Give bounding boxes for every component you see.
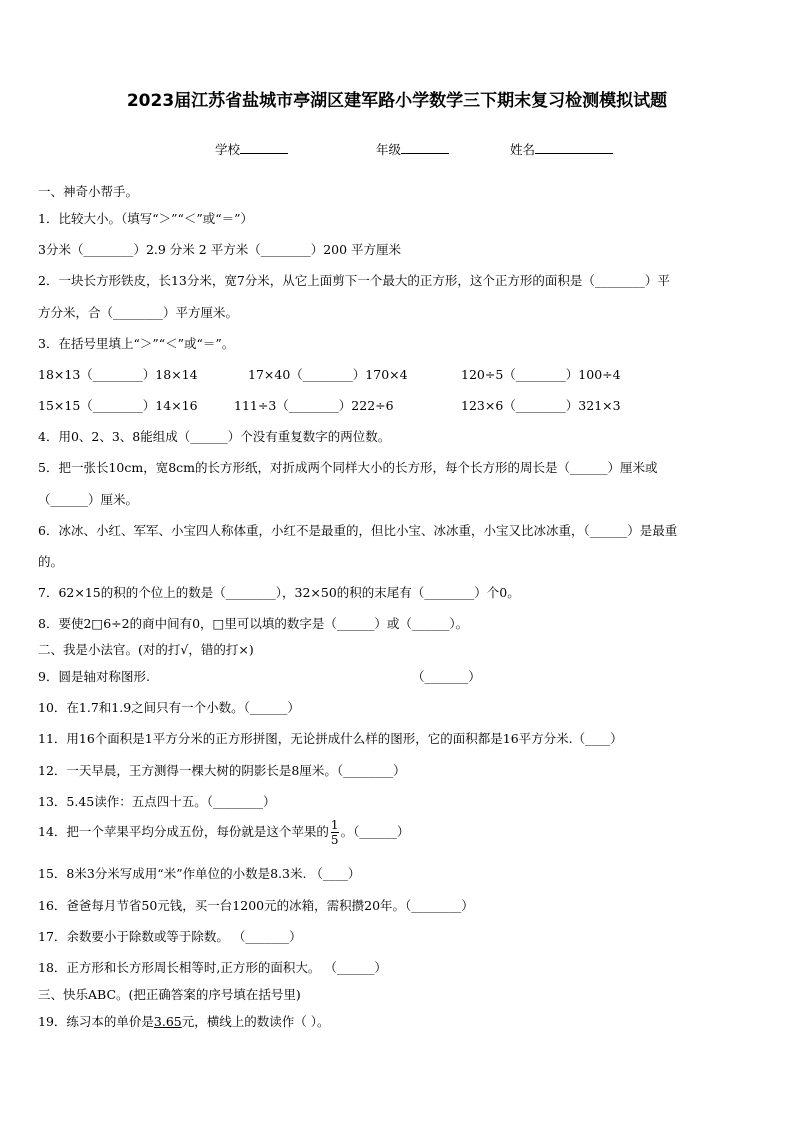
grade-field <box>376 140 449 158</box>
question-7: 7．62×15的积的个位上的数是（________），32×50的积的末尾有（________）个0。 <box>38 585 520 600</box>
question-14-text: 14．把一个苹果平均分成五份，每份就是这个苹果的 <box>38 824 329 839</box>
school-underline[interactable] <box>240 141 288 154</box>
question-3-item: 18×13（________）18×14 <box>38 367 198 382</box>
fraction-denominator: 5 <box>330 833 339 847</box>
question-5-line2: （______）厘米。 <box>38 492 139 507</box>
question-14-blank: 。（______） <box>340 824 410 839</box>
question-11: 11．用16个面积是1平方分米的正方形拼图，无论拼成什么样的图形，它的面积都是16平方分米.（____） <box>38 731 623 746</box>
section-1-heading: 一、神奇小帮手。 <box>38 184 139 199</box>
question-3-item: 17×40（________）170×4 <box>248 367 408 382</box>
question-6-line1: 6．冰冰、小红、军军、小宝四人称体重，小红不是最重的，但比小宝、冰冰重，小宝又比冰冰重，（______）是最重 <box>38 523 678 538</box>
question-13: 13．5.45读作：五点四十五。（________） <box>38 794 276 809</box>
question-2-line1: 2．一块长方形铁皮，长13分米，宽7分米，从它上面剪下一个最大的正方形，这个正方形的面积是（________）平 <box>38 273 670 288</box>
question-5-line1: 5．把一张长10cm，宽8cm的长方形纸，对折成两个同样大小的长方形，每个长方形的周长是（______）厘米或 <box>38 460 658 475</box>
section-3-heading: 三、快乐ABC。(把正确答案的序号填在括号里) <box>38 987 301 1002</box>
name-label: 姓名 <box>510 142 536 157</box>
question-8: 8．要使2□6÷2的商中间有0，□里可以填的数字是（______）或（______）。 <box>38 616 469 631</box>
question-15: 15．8米3分米写成用“米”作单位的小数是8.3米. （____） <box>38 866 361 881</box>
question-3-item: 111÷3（________）222÷6 <box>234 398 394 413</box>
question-3-item: 120÷5（________）100÷4 <box>461 367 621 382</box>
question-6-line2: 的。 <box>38 554 64 569</box>
question-16: 16．爸爸每月节省50元钱，买一台1200元的冰箱，需积攒20年。（________） <box>38 898 474 913</box>
question-18: 18．正方形和长方形周长相等时,正方形的面积大。 （______） <box>38 960 387 975</box>
question-9: 9．圆是轴对称图形. <box>38 669 150 684</box>
question-14 <box>38 818 409 847</box>
question-1-items: 3分米（________）2.9 分米 2 平方米（________）200 平方厘米 <box>38 242 402 257</box>
question-2-line2: 方分米，合（________）平方厘米。 <box>38 305 239 320</box>
question-19-text: 19．练习本的单价是 <box>38 1014 154 1029</box>
section-2-heading: 二、我是小法官。(对的打√，错的打×) <box>38 642 254 657</box>
grade-label: 年级 <box>376 142 402 157</box>
question-3-stem: 3．在括号里填上“＞”“＜”或“＝”。 <box>38 336 235 351</box>
name-underline[interactable] <box>535 141 613 154</box>
question-10: 10．在1.7和1.9之间只有一个小数。（______） <box>38 700 300 715</box>
name-field <box>510 140 613 158</box>
underlined-price: 3.65 <box>153 1014 182 1029</box>
question-9-answer-blank[interactable]: （_______） <box>412 669 481 684</box>
fraction-one-fifth <box>331 818 339 847</box>
page-title: 2023届江苏省盐城市亭湖区建军路小学数学三下期末复习检测模拟试题 <box>126 91 668 111</box>
question-3-item: 123×6（________）321×3 <box>461 398 621 413</box>
question-12: 12．一天早晨，王方测得一棵大树的阴影长是8厘米。（________） <box>38 763 406 778</box>
school-field <box>215 140 288 158</box>
school-label: 学校 <box>215 142 241 157</box>
question-1-stem: 1．比较大小。（填写“＞”“＜”或“＝”） <box>38 211 254 226</box>
question-4: 4．用0、2、3、8能组成（______）个没有重复数字的两位数。 <box>38 429 391 444</box>
question-3-item: 15×15（________）14×16 <box>38 398 198 413</box>
question-17: 17．余数要小于除数或等于除数。 （_______） <box>38 929 302 944</box>
question-19-blank: 元，横线上的数读作（ ）。 <box>181 1014 330 1029</box>
question-19 <box>38 1012 329 1030</box>
fraction-numerator: 1 <box>330 818 339 832</box>
grade-underline[interactable] <box>401 141 449 154</box>
